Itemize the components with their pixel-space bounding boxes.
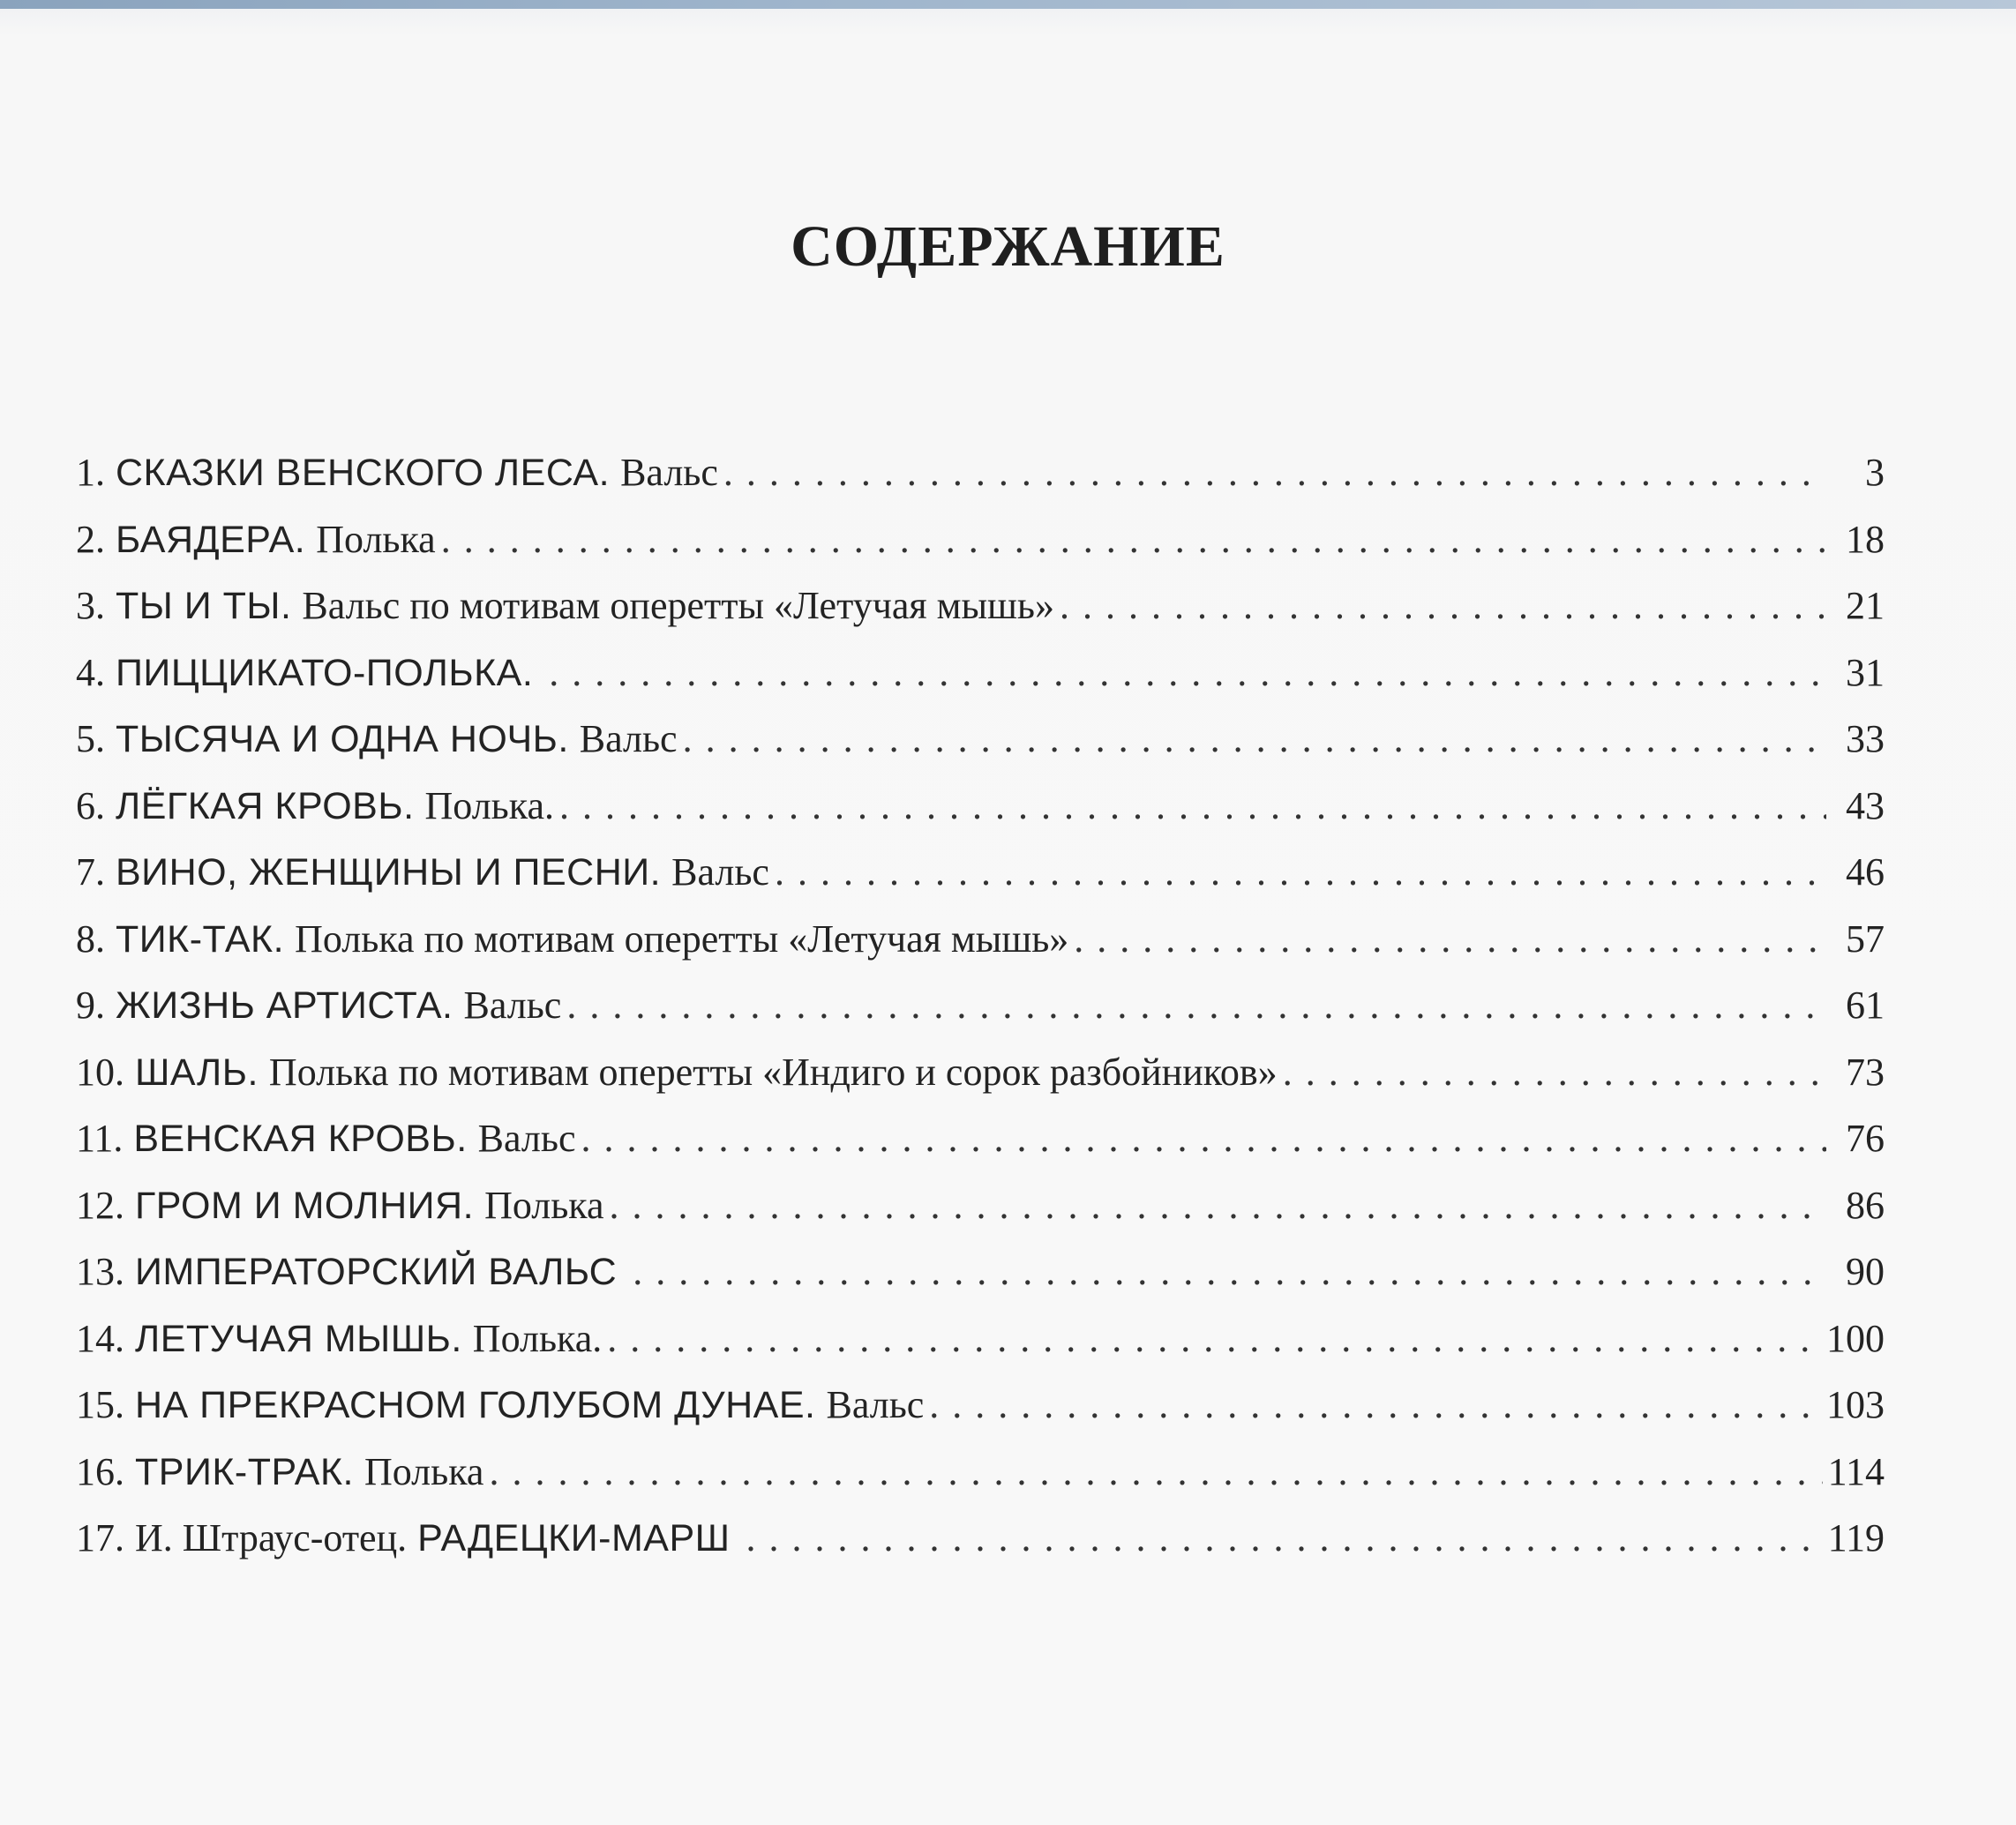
dot-leader	[559, 783, 1826, 828]
toc-title: СКАЗКИ ВЕНСКОГО ЛЕСА.	[116, 452, 611, 494]
toc-page-number: 46	[1846, 850, 1885, 894]
toc-title: РАДЕЦКИ-МАРШ	[417, 1517, 731, 1559]
toc-entry	[76, 1183, 1885, 1250]
toc-page-number: 73	[1846, 1050, 1885, 1094]
toc-title: НА ПРЕКРАСНОМ ГОЛУБОМ ДУНАЕ.	[135, 1384, 816, 1426]
toc-entry	[76, 1249, 1885, 1316]
toc-title: ВЕНСКАЯ КРОВЬ.	[133, 1118, 468, 1160]
toc-entry	[76, 849, 1885, 916]
toc-number: 7.	[76, 850, 105, 894]
toc-author-prefix: И. Штраус-отец.	[135, 1516, 408, 1559]
toc-entry	[76, 1382, 1885, 1449]
toc-subtitle: Полька по мотивам оперетты «Летучая мышь»	[295, 916, 1069, 961]
toc-number: 11.	[76, 1117, 124, 1160]
toc-subtitle: Полька по мотивам оперетты «Индиго и сорок разбойников»	[268, 1050, 1278, 1094]
toc-title: ЛЁГКАЯ КРОВЬ.	[116, 784, 415, 827]
toc-subtitle: Вальс по мотивам оперетты «Летучая мышь»	[302, 584, 1054, 627]
toc-number: 6.	[76, 783, 105, 827]
toc-entry	[76, 1316, 1885, 1383]
toc-number: 16.	[76, 1449, 124, 1493]
toc-entry	[76, 517, 1885, 584]
dot-leader	[1283, 1050, 1826, 1095]
dot-leader	[441, 517, 1826, 562]
toc-number: 14.	[76, 1316, 124, 1360]
toc-title: ВИНО, ЖЕНЩИНЫ И ПЕСНИ.	[116, 851, 662, 894]
toc-number: 2.	[76, 517, 105, 561]
toc-page-number: 119	[1827, 1516, 1885, 1559]
toc-page-number: 100	[1826, 1316, 1885, 1360]
toc-title: ЖИЗНЬ АРТИСТА.	[116, 984, 453, 1027]
toc-title: ПИЦЦИКАТО-ПОЛЬКА.	[116, 651, 534, 694]
toc-subtitle: Полька	[484, 1183, 604, 1227]
toc-subtitle: Вальс	[477, 1117, 576, 1160]
toc-page-number: 86	[1846, 1183, 1885, 1227]
toc-subtitle: Вальс	[671, 850, 769, 894]
toc-subtitle: Вальс	[620, 451, 718, 494]
dot-leader	[746, 1515, 1823, 1560]
dot-leader	[610, 1183, 1826, 1228]
toc-title: ЛЕТУЧАЯ МЫШЬ.	[135, 1317, 462, 1360]
toc-entry	[76, 1116, 1885, 1183]
toc-number: 12.	[76, 1183, 124, 1227]
toc-number: 3.	[76, 584, 105, 627]
dot-leader	[683, 716, 1826, 761]
toc-subtitle: Полька.	[424, 783, 554, 827]
toc-page-number: 33	[1846, 717, 1885, 760]
toc-page-number: 43	[1846, 783, 1885, 827]
toc-number: 10.	[76, 1050, 124, 1094]
toc-page-number: 90	[1846, 1250, 1885, 1293]
toc-title: ШАЛЬ.	[135, 1051, 259, 1094]
toc-subtitle: Полька	[316, 517, 436, 561]
toc-entry	[76, 450, 1885, 517]
toc-number: 17.	[76, 1516, 124, 1559]
toc-title: БАЯДЕРА.	[116, 518, 306, 561]
toc-title: ТЫСЯЧА И ОДНА НОЧЬ.	[116, 718, 569, 760]
toc-number: 15.	[76, 1383, 124, 1426]
toc-title: ТРИК-ТРАК.	[135, 1450, 354, 1493]
dot-leader	[566, 983, 1826, 1028]
toc-page-number: 76	[1846, 1117, 1885, 1160]
dot-leader	[1074, 916, 1826, 961]
toc-page-number: 31	[1846, 650, 1885, 694]
toc-number: 9.	[76, 984, 105, 1027]
toc-entry	[76, 1050, 1885, 1117]
dot-leader	[607, 1316, 1821, 1361]
dot-leader	[581, 1116, 1826, 1161]
toc-page-number: 57	[1846, 916, 1885, 961]
toc-page-number: 3	[1865, 451, 1885, 494]
toc-entry	[76, 983, 1885, 1050]
table-of-contents	[76, 450, 1885, 1582]
toc-number: 5.	[76, 717, 105, 760]
toc-number: 4.	[76, 650, 105, 694]
dot-leader	[1060, 583, 1826, 628]
toc-subtitle: Полька.	[472, 1316, 603, 1360]
page-top-edge	[0, 0, 2016, 9]
dot-leader	[723, 450, 1826, 495]
toc-entry	[76, 1515, 1885, 1582]
toc-page-number: 21	[1846, 584, 1885, 627]
toc-subtitle: Вальс	[826, 1383, 925, 1426]
toc-entry	[76, 1449, 1885, 1516]
toc-page-number: 61	[1846, 984, 1885, 1027]
toc-subtitle: Вальс	[579, 717, 678, 760]
toc-subtitle: Полька	[363, 1449, 484, 1493]
dot-leader	[489, 1449, 1822, 1494]
dot-leader	[633, 1249, 1826, 1294]
dot-leader	[549, 650, 1826, 695]
toc-subtitle: Вальс	[463, 984, 562, 1027]
toc-title: ТИК-ТАК.	[116, 917, 285, 961]
toc-title: ГРОМ И МОЛНИЯ.	[135, 1184, 475, 1227]
toc-page-number: 103	[1826, 1383, 1885, 1426]
toc-entry	[76, 583, 1885, 650]
toc-page-number: 114	[1827, 1449, 1885, 1493]
page-title: СОДЕРЖАНИЕ	[791, 214, 1225, 279]
toc-number: 13.	[76, 1250, 124, 1293]
dot-leader	[929, 1382, 1821, 1427]
toc-entry	[76, 783, 1885, 850]
dot-leader	[775, 849, 1826, 894]
toc-entry	[76, 716, 1885, 783]
toc-page-number: 18	[1846, 517, 1885, 561]
toc-entry	[76, 650, 1885, 717]
toc-number: 8.	[76, 916, 105, 961]
toc-title: ТЫ И ТЫ.	[116, 585, 292, 627]
toc-number: 1.	[76, 451, 105, 494]
toc-title: ИМПЕРАТОРСКИЙ ВАЛЬС	[135, 1251, 618, 1293]
toc-entry	[76, 916, 1885, 984]
